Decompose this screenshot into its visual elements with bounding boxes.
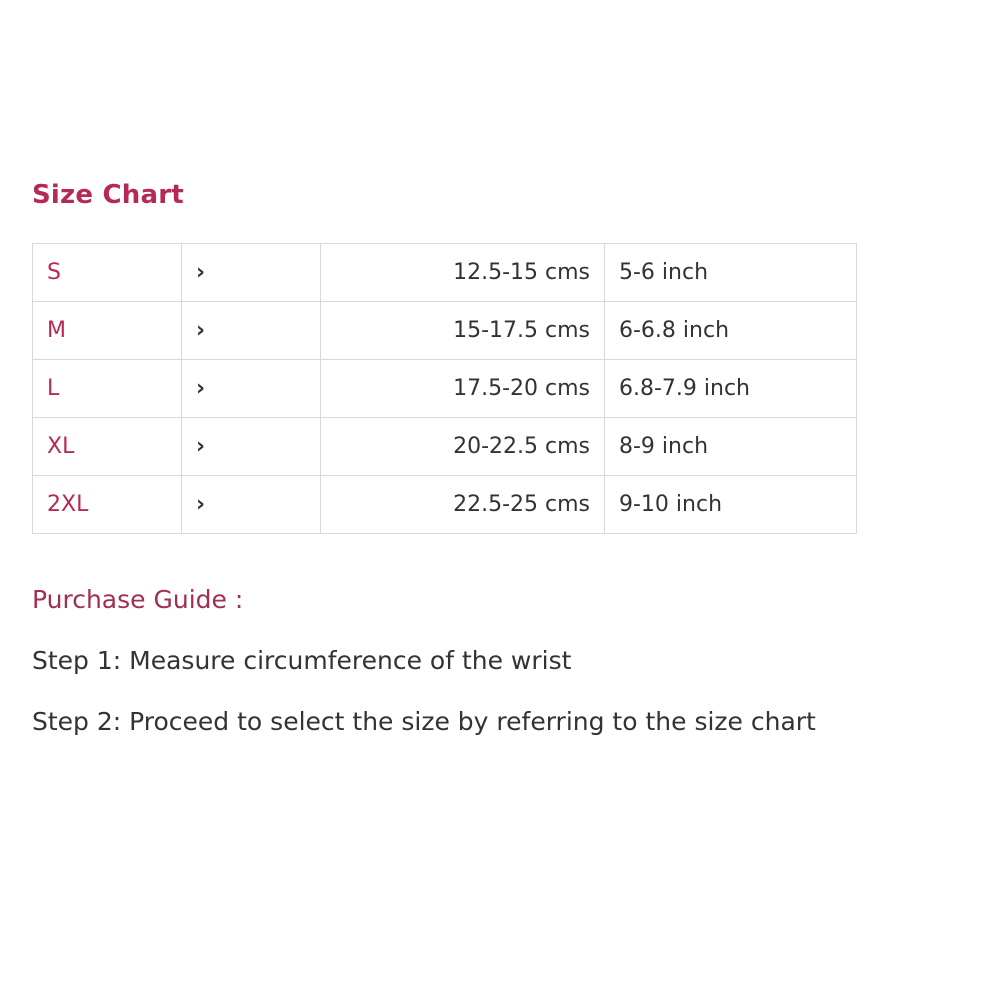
table-row xyxy=(33,302,857,360)
table-row xyxy=(33,476,857,534)
measurement-cms: 17.5-20 cms xyxy=(321,360,605,418)
measurement-inch: 5-6 inch xyxy=(605,244,857,302)
size-chart-table xyxy=(32,243,857,534)
measurement-inch: 8-9 inch xyxy=(605,418,857,476)
size-label: L xyxy=(33,360,182,418)
table-row xyxy=(33,360,857,418)
size-label: 2XL xyxy=(33,476,182,534)
measurement-inch: 9-10 inch xyxy=(605,476,857,534)
measurement-cms: 20-22.5 cms xyxy=(321,418,605,476)
chevron-right-icon: › xyxy=(182,302,321,360)
measurement-inch: 6-6.8 inch xyxy=(605,302,857,360)
purchase-guide-step-2: Step 2: Proceed to select the size by referring to the size chart xyxy=(32,707,816,736)
chevron-right-icon: › xyxy=(182,476,321,534)
purchase-guide-heading: Purchase Guide : xyxy=(32,585,244,614)
measurement-cms: 22.5-25 cms xyxy=(321,476,605,534)
measurement-cms: 12.5-15 cms xyxy=(321,244,605,302)
measurement-inch: 6.8-7.9 inch xyxy=(605,360,857,418)
size-label: S xyxy=(33,244,182,302)
table-row xyxy=(33,418,857,476)
purchase-guide xyxy=(32,585,972,768)
measurement-cms: 15-17.5 cms xyxy=(321,302,605,360)
chevron-right-icon: › xyxy=(182,244,321,302)
size-label: M xyxy=(33,302,182,360)
chevron-right-icon: › xyxy=(182,360,321,418)
size-label: XL xyxy=(33,418,182,476)
purchase-guide-step-1: Step 1: Measure circumference of the wrist xyxy=(32,646,572,675)
page-title: Size Chart xyxy=(32,180,184,210)
table-row xyxy=(33,244,857,302)
chevron-right-icon: › xyxy=(182,418,321,476)
